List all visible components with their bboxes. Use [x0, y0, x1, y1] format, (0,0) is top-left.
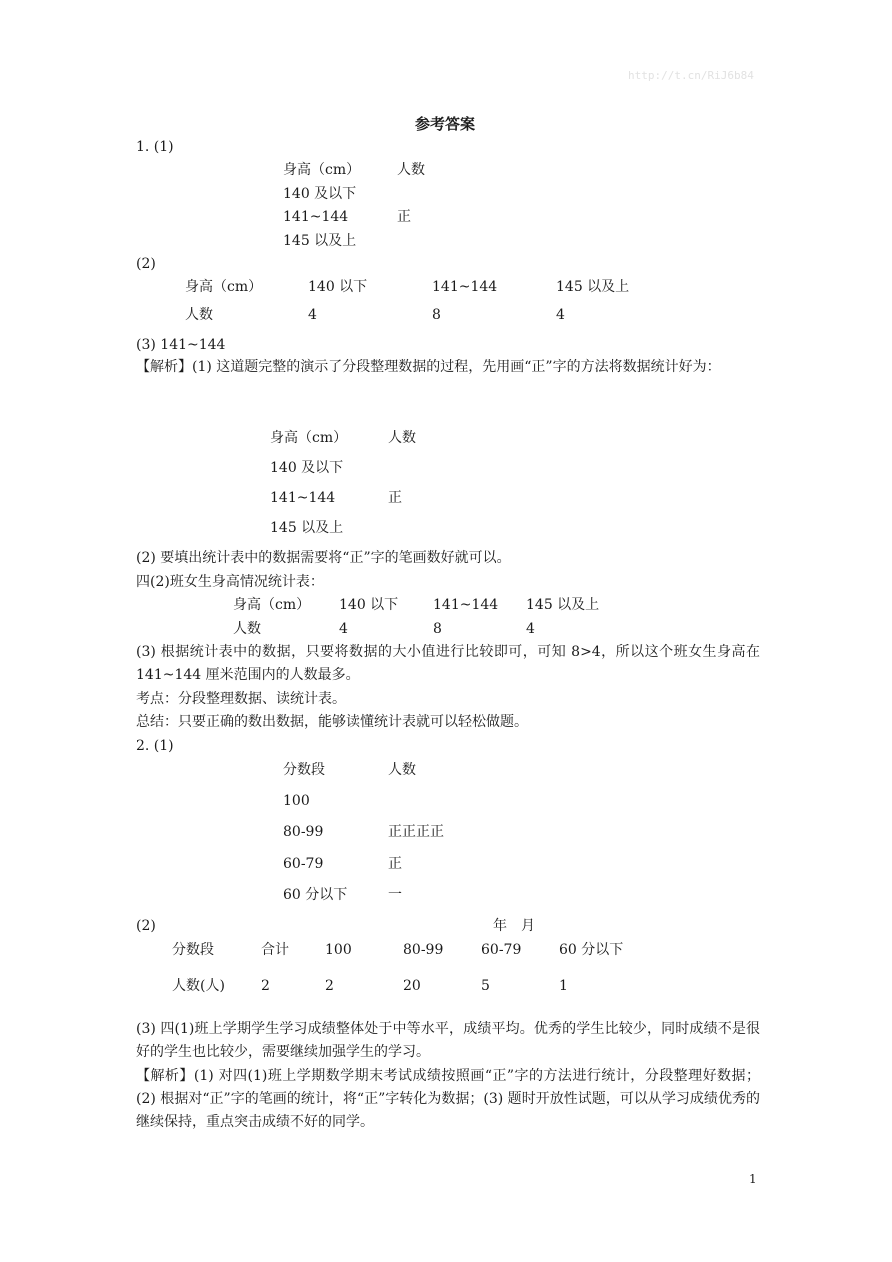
- q1-table2-header: 140 以下: [339, 597, 399, 613]
- q1-table-header: 140 以下: [308, 279, 368, 295]
- q1-tally2-row-label: 140 及以下: [270, 460, 344, 476]
- q2-tally-row-label: 60 分以下: [283, 887, 348, 903]
- q1-zongjie: 总结：只要正确的数出数据，能够读懂统计表就可以轻松做题。: [136, 714, 528, 730]
- q2-tally-row-mark: 一: [388, 887, 402, 903]
- q2-table-header: 60-79: [481, 942, 522, 958]
- q2-tally-row-mark: 正: [388, 856, 402, 872]
- q1-analysis-3: (3) 根据统计表中的数据，只要将数据的大小值进行比较即可，可知 8>4，所以这个班女生身高在 141~144 厘米范围内的人数最多。: [136, 644, 760, 683]
- q1-table-cell: 人数: [185, 307, 213, 323]
- q1-table-cell: 8: [432, 307, 441, 323]
- q2-analysis: 【解析】(1) 对四(1)班上学期数学期末考试成绩按照画“正”字的方法进行统计，分段整理好数据；(2) 根据对“正”字的笔画的统计，将“正”字转化为数据；(3) 题时开放性试题，可以从学习成绩优秀的继续保持，重点突击成绩不好的同学。: [136, 1068, 760, 1130]
- q1-tally2-header: 身高（cm）: [270, 430, 348, 446]
- q2-table-cell: 2: [325, 978, 334, 994]
- watermark: http://t.cn/RiJ6b84: [628, 69, 754, 82]
- q1-tally-row-mark: 正: [397, 209, 411, 225]
- q1-table-title: 四(2)班女生身高情况统计表：: [136, 574, 324, 590]
- q1-part2-label: (2): [136, 256, 156, 272]
- q1-table2-cell: 4: [339, 621, 348, 637]
- q1-tally-row-label: 141~144: [283, 209, 349, 225]
- q2-part2-label: (2): [136, 918, 156, 934]
- q1-table-header: 145 以及上: [556, 279, 630, 295]
- q1-table-cell: 4: [556, 307, 565, 323]
- q1-label: 1. (1): [136, 139, 174, 155]
- q2-table-header: 分数段: [172, 942, 214, 958]
- q2-tally-header: 人数: [388, 762, 416, 778]
- q2-table-header: 60 分以下: [559, 942, 624, 958]
- q2-table-header: 80-99: [403, 942, 444, 958]
- q2-tally-row-label: 80-99: [283, 824, 324, 840]
- q2-tally-header: 分数段: [283, 762, 325, 778]
- q1-tally-header-height: 身高（cm）: [283, 162, 361, 178]
- q2-table-cell: 2: [261, 978, 270, 994]
- q2-part3-answer: (3) 四(1)班上学期学生学习成绩整体处于中等水平，成绩平均。优秀的学生比较少，同时成绩不是很好的学生也比较少，需要继续加强学生的学习。: [136, 1021, 760, 1060]
- q1-analysis-1: 【解析】(1) 这道题完整的演示了分段整理数据的过程，先用画“正”字的方法将数据统计好为：: [136, 359, 721, 375]
- q1-table2-header: 141~144: [433, 597, 499, 613]
- q1-tally2-row-label: 145 以及上: [270, 520, 344, 536]
- q1-tally-row-label: 145 以及上: [283, 233, 357, 249]
- q2-date-label: 年 月: [493, 918, 535, 934]
- q1-table2-cell: 8: [433, 621, 442, 637]
- q2-tally-row-label: 60-79: [283, 856, 324, 872]
- q1-tally2-header: 人数: [388, 430, 416, 446]
- q1-table2-header: 145 以及上: [526, 597, 600, 613]
- page-number: 1: [749, 1172, 757, 1186]
- q2-table-cell: 1: [559, 978, 568, 994]
- q2-table-cell: 20: [403, 978, 421, 994]
- q2-table-header: 100: [325, 942, 352, 958]
- q1-table-header: 141~144: [432, 279, 498, 295]
- q1-table-cell: 4: [308, 307, 317, 323]
- q2-tally-row-label: 100: [283, 793, 310, 809]
- q2-table-cell: 人数(人): [172, 978, 225, 994]
- q2-tally-row-mark: 正正正正: [388, 824, 444, 840]
- q1-analysis-2: (2) 要填出统计表中的数据需要将“正”字的笔画数好就可以。: [136, 550, 511, 566]
- q2-table-cell: 5: [481, 978, 490, 994]
- q1-kaodian: 考点：分段整理数据、读统计表。: [136, 691, 346, 707]
- q1-part3-answer: (3) 141~144: [136, 337, 226, 353]
- q1-tally2-row-mark: 正: [388, 490, 402, 506]
- q2-label: 2. (1): [136, 738, 174, 754]
- q1-table2-cell: 4: [526, 621, 535, 637]
- page-title: 参考答案: [415, 115, 476, 133]
- q1-table-header: 身高（cm）: [185, 279, 263, 295]
- q1-table2-cell: 人数: [233, 621, 261, 637]
- q1-table2-header: 身高（cm）: [233, 597, 311, 613]
- q2-table-header: 合计: [261, 942, 289, 958]
- q1-tally-row-label: 140 及以下: [283, 186, 357, 202]
- q1-tally2-row-label: 141~144: [270, 490, 336, 506]
- q1-tally-header-count: 人数: [397, 162, 425, 178]
